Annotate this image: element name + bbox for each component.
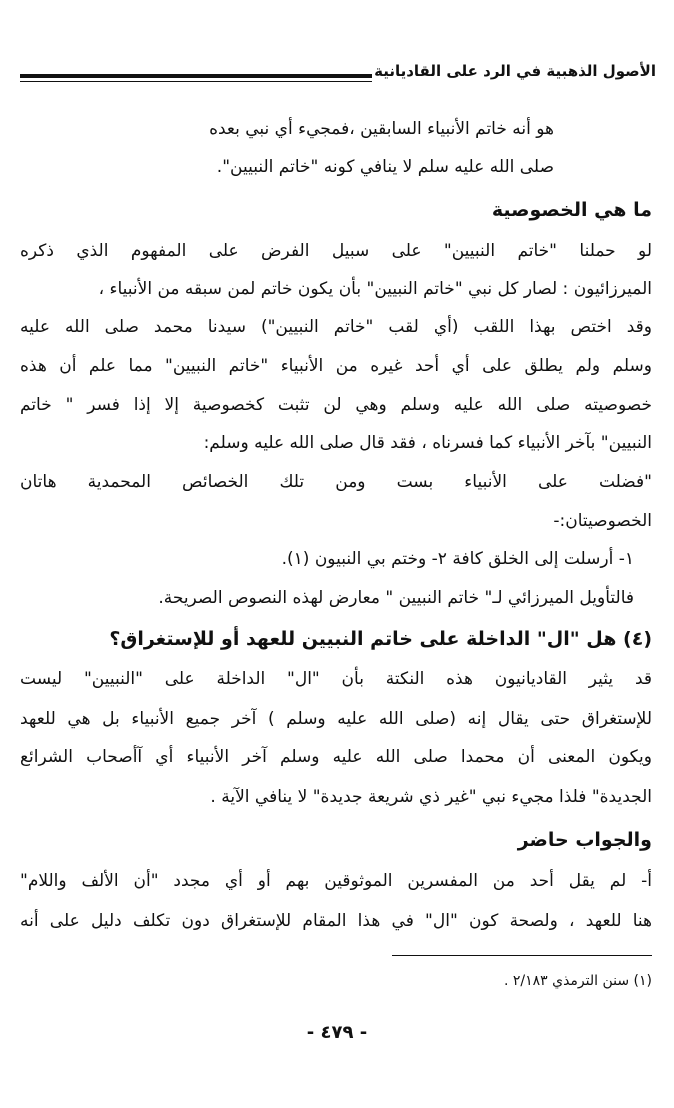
body-line: لو حملنا "خاتم النبيين" على سبيل الفرض على المفهوم الذي ذكره [20,241,652,261]
header-rule-thin [20,81,372,82]
body-line: وسلم ولم يطلق على أي أحد غيره من الأنبياء "خاتم النبيين" مما علم أن هذه [20,356,652,376]
header-title: الأصول الذهبية في الرد على القاديانية [374,62,656,80]
body-line: هنا للعهد ، ولصحة كون "ال" في هذا المقام للإستغراق دون تكلف دليل على أنه [20,911,652,931]
page-number: - ٤٧٩ - [306,1022,368,1043]
hadith-line: "فضلت على الأنبياء بست ومن تلك الخصائص المحمدية هاتان [20,472,652,492]
header-rule-thick [20,74,372,78]
footnote-rule [392,955,652,956]
body-line: صلى الله عليه سلم لا ينافي كونه "خاتم النبيين". [216,157,554,177]
body-line: الميرزائيون : لصار كل نبي "خاتم النبيين" بأن يكون خاتم لمن سبقه من الأنبياء ، [98,279,652,299]
body-line: وقد اختص بهذا اللقب (أي لقب "خاتم النبيين") سيدنا محمد صلى الله عليه [20,317,652,337]
hadith-list-line: ١- أرسلت إلى الخلق كافة ٢- وختم بي النبيون (١). [281,549,634,569]
body-line: الجديدة" فلذا مجيء نبي "غير ذي شريعة جديدة" لا ينافي الآية . [210,787,652,807]
section-heading: (٤) هل "ال" الداخلة على خاتم النبيين للعهد أو للإستغراق؟ [109,628,652,650]
body-line: خصوصيته صلى الله عليه وسلم وهي لن تثبت كخصوصية إلا إذا فسر " خاتم [20,395,652,415]
hadith-line: الخصوصيتان:- [553,511,652,531]
footnote: (١) سنن الترمذي ٢/١٨٣ . [503,973,652,989]
body-line: أ- لم يقل أحد من المفسرين الموثوقين بهم أو أي مجدد "أن الألف واللام" [20,871,652,891]
body-line: النبيين" بآخر الأنبياء كما فسرناه ، فقد قال صلى الله عليه وسلم: [203,433,652,453]
running-header [20,60,656,90]
section-heading: والجواب حاضر [517,829,652,851]
body-line: هو أنه خاتم الأنبياء السابقين ،فمجيء أي نبي بعده [209,119,554,139]
body-line: للإستغراق حتى يقال إنه (صلى الله عليه وسلم ) آخر جميع الأنبياء بل هي للعهد [20,709,652,729]
section-heading: ما هي الخصوصية [491,199,652,221]
body-line: قد يثير القاديانيون هذه النكتة بأن "ال" الداخلة على "النبيين" ليست [20,669,652,689]
body-line: فالتأويل الميرزائي لـ" خاتم النبيين " معارض لهذه النصوص الصريحة. [158,588,634,608]
body-line: ويكون المعنى أن محمدا صلى الله عليه وسلم آخر الأنبياء أي آأصحاب الشرائع [20,747,652,767]
